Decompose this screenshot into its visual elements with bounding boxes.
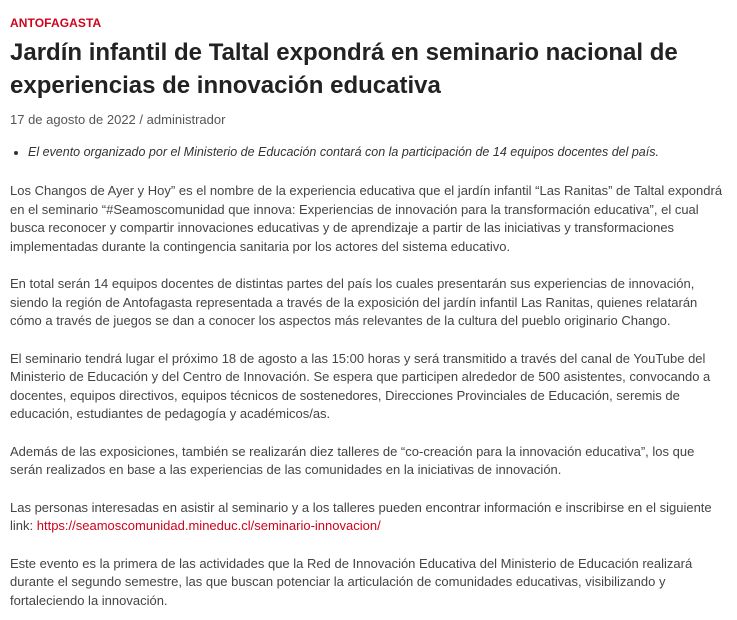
summary-list — [10, 144, 727, 160]
publish-date: 17 de agosto de 2022 — [10, 112, 136, 127]
author-link[interactable]: administrador — [146, 112, 226, 127]
paragraph-1: Los Changos de Ayer y Hoy” es el nombre de la experiencia educativa que el jardín infantil “Las Ranitas” de Taltal expondrá en el seminario “#Seamoscomunidad que innova: Experiencias de innovación para la transformación educativa”, el cual busca reconocer y compartir innovaciones educativas y de aprendizaje a partir de las iniciativas y transformaciones implementadas durante la contingencia sanitaria por los actores del sistema educativo. — [10, 183, 723, 254]
link-paragraph-text: Las personas interesadas en asistir al seminario y a los talleres pueden encontrar información e inscribirse en el siguiente link: — [10, 499, 712, 533]
paragraph-5 — [10, 499, 727, 536]
summary-item: • El evento organizado por el Ministerio de Educación contará con la participación de 14 equipos docentes del país. — [28, 144, 727, 160]
paragraph-4: Además de las exposiciones, también se realizarán diez talleres de “co-creación para la innovación educativa”, los que serán realizados en base a las experiencias de las comunidades en la iniciativas de innovación. — [10, 443, 695, 477]
paragraph-3: El seminario tendrá lugar el próximo 18 de agosto a las 15:00 horas y será transmitido a través del canal de YouTube del Ministerio de Educación y del Centro de Innovación. Se espera que participen alrededor de 500 asistentes, convocando a docentes, equipos directivos, equipos técnicos de sostenedores, Direcciones Provinciales de Educación, seremis de educación, estudiantes de pedagogía y académicos/as. — [10, 350, 711, 421]
paragraph-2: En total serán 14 equipos docentes de distintas partes del país los cuales presentarán sus experiencias de innovación, siendo la región de Antofagasta representada a través de la exposición del jardín infantil Las Ranitas, quienes relatarán cómo a través de juegos se dan a conocer los aspectos más relevantes de la cultura del pueblo originario Chango. — [10, 276, 698, 328]
paragraph-6: Este evento es la primera de las actividades que la Red de Innovación Educativa del Ministerio de Educación realizará durante el segundo semestre, las que buscan potenciar la articulación de comunidades educativas, visibilizando y fortaleciendo la innovación. — [10, 555, 693, 608]
seminar-link[interactable]: https://seamoscomunidad.mineduc.cl/seminario-innovacion/ — [36, 518, 381, 533]
article-meta — [10, 112, 727, 127]
article-body — [10, 182, 727, 610]
category-link[interactable]: ANTOFAGASTA — [10, 16, 102, 30]
article-title: Jardín infantil de Taltal expondrá en seminario nacional de experiencias de innovación educativa — [10, 39, 678, 99]
meta-separator: / — [139, 112, 144, 127]
